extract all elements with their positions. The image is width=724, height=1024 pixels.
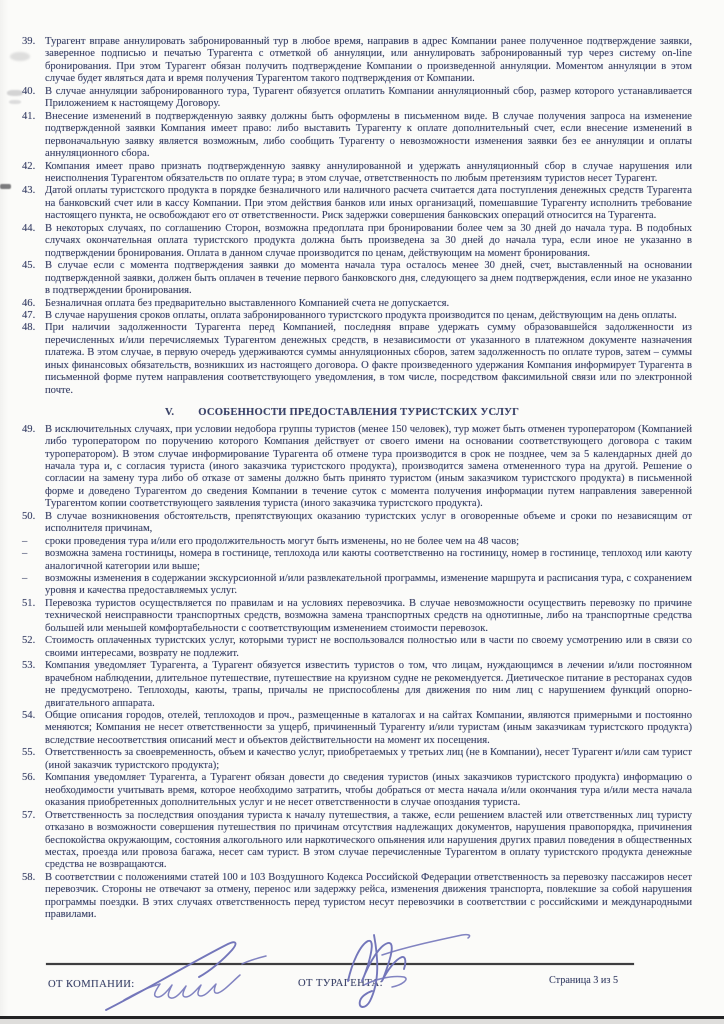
page-indicator: Страница 3 из 5 (549, 975, 619, 986)
clause-item (22, 161, 692, 186)
scan-smudge (9, 100, 21, 104)
scan-edge-gap (0, 1019, 724, 1024)
clause-number: 49. (22, 423, 36, 435)
clause-number: 54. (22, 710, 36, 722)
clause-item (22, 660, 692, 710)
agent-signature (320, 923, 490, 1015)
dash-item (22, 573, 692, 598)
clause-text: В некоторых случаях, по соглашению Сторон, возможна предоплата при бронировании более чем за 30 дней до начала тура. В подобных случаях окончательная оплата туристского продукта должна быть произведена за 30 дней до начала тура, если иное не указанно в подтверждении бронирования. Оплата в данном случае производится по ценам, действующим на момент бронирования. (45, 222, 692, 259)
clause-item (22, 747, 692, 772)
clause-item (22, 260, 692, 297)
scan-mark (0, 184, 11, 189)
section-title: ОСОБЕННОСТИ ПРЕДОСТАВЛЕНИЯ ТУРИСТСКИХ УСЛУГ (198, 407, 520, 419)
clause-number: 51. (22, 597, 36, 609)
clause-text: Стоимость оплаченных туристских услуг, которыми турист не воспользовался полностью или в части по своему усмотрению или в связи со своими интересами, возврату не подлежит. (45, 635, 692, 659)
clause-number: 41. (22, 110, 36, 122)
clause-item (22, 86, 692, 111)
clause-text: В случае если с момента подтверждения заявки до момента начала тура осталось менее 30 дней, счет, выставленный на основании подтвержденной заявки, должен быть оплачен в течение первого банковского дня, следующего за днем подтверждения, если иное не указанно в подтверждении бронирования. (45, 260, 692, 297)
clause-number: 42. (22, 160, 36, 172)
clause-number: 57. (22, 809, 36, 821)
dash-bullet: – (22, 573, 28, 585)
from-agent-label: ОТ ТУРАГЕНТА: (298, 978, 383, 989)
scan-smudge (7, 90, 23, 96)
clause-text: Безналичная оплата без предварительно выставленного Компанией счета не допускается. (45, 297, 450, 309)
clause-text: Компания имеет право признать подтвержденную заявку аннулированной и удержать аннуляционный сбор в случае нарушения или неисполнения Турагентом обязательств по оплате тура; в этом случае, ответственность по любым претензиям туристов несет Турагент. (45, 160, 692, 184)
clause-item (22, 511, 692, 536)
clause-item (22, 810, 692, 872)
clause-text: Ответственность за своевременность, объем и качество услуг, приобретаемых у третьих лиц (не в Компании), несет Турагент и/или сам турист (иной заказчик туристского продукта); (45, 747, 692, 771)
clause-number: 45. (22, 260, 36, 272)
clause-item (22, 223, 692, 260)
clause-text: В исключительных случаях, при условии недобора группы туристов (менее 150 человек), тур может быть отменен туроператором (Компанией либо туроператором по поручению которого Компания действует от своего имени на основании соответствующего договора с таким туроператором). В этом случае информирование Турагента об отмене тура производится в срок не позднее, чем за 5 календарных дней до начала тура и, с согласия туриста (иного заказчика туристского продукта), производится замена отмененного тура на другой. Решение о согласии на замену тура либо об отказе от замены должно быть принято туристом (иным заказчиком туристского продукта) в письменной форме и доведено Турагентом до сведения Компании в течение суток с момента получения информации путем направления заверенной Турагентом копии соответствующего заявления туриста (иного заказчика туристского продукта). (45, 423, 692, 510)
clause-item (22, 298, 692, 310)
clause-item (22, 598, 692, 635)
clause-number: 48. (22, 322, 36, 334)
clause-number: 53. (22, 660, 36, 672)
clause-item (22, 710, 692, 747)
clause-item (22, 36, 692, 86)
clause-text: Внесение изменений в подтвержденную заявку должны быть оформлены в письменном виде. В случае получения запроса на изменение подтвержденной заявки Компания имеет право: либо выставить Турагенту к оплате дополнительный счет, если внесение изменений в первоначальную заявку является возможным, либо сообщить Турагенту о невозможности изменения заявки без ее аннуляции и оплаты аннуляционного сбора. (45, 110, 692, 160)
clause-text: Общие описания городов, отелей, теплоходов и проч., размещенные в каталогах и на сайтах Компании, являются примерными и постоянно меняются; Компания не несет ответственности за ущерб, причиненный Турагенту и/или туристам (иным заказчикам туристского продукта) вследствие несоответствия описаний мест и объектов действительности на момент их посещения. (45, 710, 692, 746)
dash-text: сроки проведения тура и/или его продолжительность могут быть изменены, но не более чем на 48 часов; (45, 535, 520, 547)
clause-text: В случае аннуляции забронированного тура, Турагент обязуется оплатить Компании аннуляционный сбор, размер которого устанавливается Приложением к настоящему Договору. (45, 85, 692, 110)
clause-text: Перевозка туристов осуществляется по правилам и на условиях перевозчика. В случае невозможности осуществить перевозку по причине технической неисправности транспортных средств, возможна замена транспортных средств на однотипные, либо на транспортные средства большей или меньшей комфортабельности с соответствующим изменением стоимости перевозок. (45, 597, 692, 634)
clause-number: 56. (22, 772, 36, 784)
clause-item (22, 635, 692, 660)
dash-bullet: – (22, 535, 28, 547)
clause-text: При наличии задолженности Турагента перед Компанией, последняя вправе удержать сумму образовавшейся задолженности из перечисленных и/или перечисляемых Турагентом денежных средств, в независимости от указанного в платежном документе назначения платежа. В этом случае, в первую очередь удерживаются суммы аннуляционных сборов, затем задолженность по оплате туров, затем – суммы иных финансовых обязательств, возникших из настоящего договора. О факте произведенного удержания Компания информирует Турагента в письменной форме путем направления соответствующего уведомления, в том числе, посредством факсимильной связи или по электронной почте. (45, 322, 692, 396)
clause-text: В соответствии с положениями статей 100 и 103 Воздушного Кодекса Российской Федерации ответственность за перевозку пассажиров несет перевозчик. Стороны не отвечают за отмену, перенос или задержку рейса, изменения движения транспорта, повлекшие за собой нарушения программы поездки. В этих случаях ответственность перед туристом несут перевозчики в соответствии с российскими и международными правилами. (45, 871, 692, 921)
section-number: V. (164, 407, 175, 419)
clause-number: 44. (22, 222, 36, 234)
clause-text: Ответственность за последствия опоздания туриста к началу путешествия, а также, если решением властей или ответственных лиц туристу отказано в возможности совершения путешествия по причинам отсутствия надлежащих документов, нарушения правопорядка, причинения беспокойства окружающим, состояния алкогольного или наркотического опьянения или нарушения других правил поведения в общественных местах, проезда или провоза багажа, несет сам турист. В этом случае перечисленные Турагентом в оплату туристского продукта денежные средства не возвращаются. (45, 809, 692, 871)
section-v-header (7, 407, 677, 419)
dash-bullet: – (22, 548, 28, 560)
clause-text: Компания уведомляет Турагента, а Турагент обязан довести до сведения туристов (иных заказчиков туристского продукта) информацию о необходимости учитывать время, которое необходимо затратить, чтобы добраться от места начала и/или окончания тура и/или места начала оказания приобретенных дополнительных услуг и не несет ответственности в случае опоздания туриста. (45, 772, 692, 809)
clause-number: 47. (22, 309, 36, 321)
clause-text: В случае возникновения обстоятельств, препятствующих оказанию туристских услуг в оговоренные объеме и сроки по независящим от исполнителя причинам, (45, 510, 692, 535)
clause-text: Компания уведомляет Турагента, а Турагент обязуется известить туристов о том, что лицам, нуждающимся в лечении и/или постоянном врачебном наблюдении, длительное путешествие, путешествие на круизном судне не рекомендуется. Диетическое питание в ресторанах судов не предусмотрено. Теплоходы, каюты, трапы, причалы не приспособлены для движения по ним лиц с нарушением функций опорно-двигательного аппарата. (45, 660, 692, 709)
clause-item (22, 322, 692, 397)
clause-item (22, 772, 692, 809)
company-signature (100, 930, 280, 1015)
clause-number: 46. (22, 297, 36, 309)
from-company-label: ОТ КОМПАНИИ: (48, 979, 135, 990)
clause-text: Турагент вправе аннулировать забронированный тур в любое время, направив в адрес Компании ранее полученное подтверждение заявки, заверенное подписью и печатью Турагента с отметкой об аннуляции, или аннулировать забронированный тур через систему on-line бронирования. При этом Турагент обязан получить подтверждение Компании о произведенной аннуляции. Моментом аннуляции в этом случае будет являться дата и время получения Турагентом такого подтверждения от Компании. (45, 36, 692, 85)
clause-item (22, 424, 692, 511)
clause-item (22, 310, 692, 322)
clause-text: В случае нарушения сроков оплаты, оплата забронированного туристского продукта производится по ценам, действующим на день оплаты. (45, 309, 677, 321)
clause-number: 55. (22, 747, 36, 759)
clause-item (22, 185, 692, 222)
clause-text: Датой оплаты туристского продукта в порядке безналичного или наличного расчета считается дата поступления денежных средств Турагента на банковский счет или в кассу Компании. При этом действия банков или иных организаций, помешавшие Турагенту исполнить требование настоящего пункта, не освобождают его от ответственности. Риск задержки совершения банковских операций относится на Турагента. (45, 185, 692, 222)
clause-item (22, 111, 692, 161)
contract-clauses (22, 36, 692, 922)
dash-text: возможна замена гостиницы, номера в гостинице, теплохода или каюты соответственно на гостиницу, номер в гостинице, теплоход или каюту аналогичной категории или выше; (45, 548, 692, 572)
dash-item (22, 548, 692, 573)
clause-number: 39. (22, 36, 36, 47)
dash-item (22, 536, 692, 548)
clause-number: 50. (22, 510, 36, 522)
clause-number: 43. (22, 185, 36, 197)
dash-text: возможны изменения в содержании экскурсионной и/или развлекательной программы, изменение маршрута и расписания тура, с сохранением уровня и качества предоставляемых услуг. (45, 573, 692, 597)
clause-number: 58. (22, 871, 36, 883)
clause-item (22, 872, 692, 922)
clause-number: 40. (22, 85, 36, 97)
clause-number: 52. (22, 635, 36, 647)
